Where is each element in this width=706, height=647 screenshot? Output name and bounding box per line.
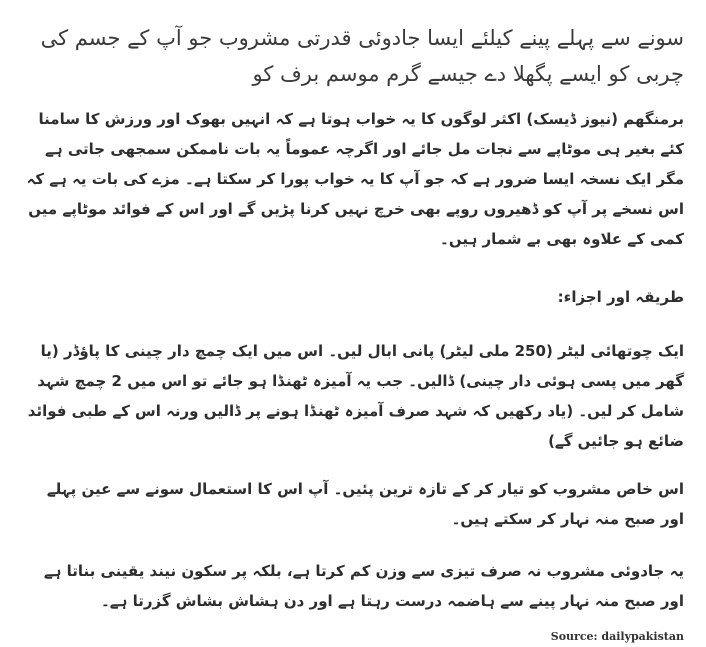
article-title: سونے سے پہلے پینے کیلئے ایسا جادوئی قدرتی مشروب جو آپ کے جسم کی چربی کو ایسے پگھلا دے جیسے گرم موسم برف کو [40, 26, 684, 86]
source-credit: Source: dailypakistan [550, 630, 684, 643]
intro-paragraph: برمنگھم (نیوز ڈیسک) اکثر لوگوں کا یہ خواب ہوتا ہے کہ انہیں بھوک اور ورزش کا سامنا کئے بغیر ہی موٹاپے سے نجات مل جائے اور اگرچہ عموماً یہ بات ناممکن سمجھی جاتی ہے مگر ایک نسخہ ایسا ضرور ہے کہ جو آپ کا یہ خواب پورا کر سکتا ہے۔ مزے کی بات یہ ہے کہ اس نسخے پر آپ کو ڈھیروں روپے بھی خرچ نہیں کرنا پڑیں گے اور اس کے فوائد موٹاپے میں کمی کے علاوہ بھی بے شمار ہیں۔ [26, 110, 684, 248]
usage-paragraph: اس خاص مشروب کو تیار کر کے تازہ ترین پئیں۔ آپ اس کا استعمال سونے سے عین پہلے اور صبح منہ نہار کر سکتے ہیں۔ [46, 480, 684, 528]
method-heading: طریقہ اور اجزاء: [557, 288, 684, 306]
benefit-paragraph: یہ جادوئی مشروب نہ صرف تیزی سے وزن کم کرتا ہے، بلکہ پر سکون نیند یقینی بناتا ہے اور صبح منہ نہار پینے سے ہاضمہ درست رہتا ہے اور دن ہشاش بشاش گزرتا ہے۔ [43, 562, 684, 610]
method-paragraph: ایک چوتھائی لیٹر (250 ملی لیٹر) پانی ابال لیں۔ اس میں ایک چمچ دار چینی کا پاؤڈر (یا گھر میں پسی ہوئی دار چینی) ڈالیں۔ جب یہ آمیزہ ٹھنڈا ہو جائے تو اس میں 2 چمچ شہد شامل کر لیں۔ (یاد رکھیں کہ شہد صرف آمیزہ ٹھنڈا ہونے پر ڈالیں ورنہ اس کے طبی فوائد ضائع ہو جائیں گے) [27, 342, 684, 450]
